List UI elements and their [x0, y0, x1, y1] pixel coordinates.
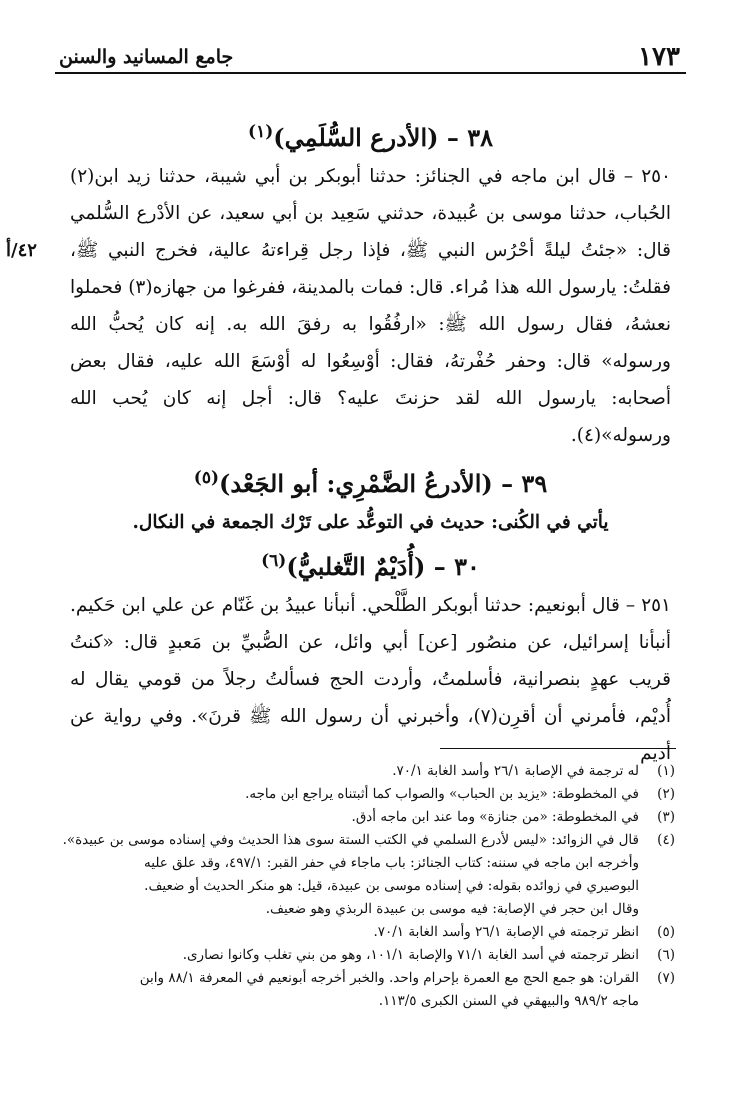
- footnote-6: [55, 944, 675, 967]
- footnote-number: (٣): [657, 809, 675, 825]
- footnote-number: (٤): [657, 832, 675, 848]
- footnote-line: ماجه ٩٨٩/٢ والبيهقي في السنن الكبرى ١١٣/٥.: [378, 993, 639, 1009]
- section-38-title: ٣٨ – (الأدرع السُّلَمِي): [273, 123, 493, 152]
- section-39-footnote-ref: (٥): [193, 468, 220, 488]
- footnote-number: (٥): [657, 924, 675, 940]
- section-30-title: ٣٠ – (أُدَيْمٌ التَّغلبيُّ): [286, 552, 480, 581]
- section-heading-30: [70, 541, 671, 587]
- footnote-2: [55, 783, 675, 806]
- section-heading-38: [70, 112, 671, 158]
- footnote-number: (١): [657, 763, 675, 779]
- section-30-footnote-ref: (٦): [261, 551, 287, 571]
- footnotes: [55, 760, 675, 1013]
- footnote-1: [55, 760, 675, 783]
- footnote-5: [55, 921, 675, 944]
- section-39-title: ٣٩ – (الأدرعُ الضَّمْرِي: أبو الجَعْد): [219, 469, 548, 498]
- footnote-line: انظر ترجمته في أسد الغابة ٧١/١ والإصابة ١٠١/١، وهو من بني تغلب وكانوا نصارى.: [182, 947, 639, 963]
- footnote-line: في المخطوطة: «يزيد بن الحباب» والصواب كما أثبتناه يراجع ابن ماجه.: [245, 786, 639, 802]
- footnote-line: البوصيري في زوائده بقوله: في إسناده موسى بن عبيدة، قيل: هو منكر الحديث أو ضعيف.: [144, 878, 639, 894]
- footnote-number: (٧): [657, 970, 675, 986]
- footnote-line: وقال ابن حجر في الإصابة: فيه موسى بن عبيدة الربذي وهو ضعيف.: [265, 901, 639, 917]
- section-38-footnote-ref: (١): [248, 122, 274, 142]
- page-header: [55, 38, 686, 74]
- footnote-line: انظر ترجمته في الإصابة ٢٦/١ وأسد الغابة ٧٠/١.: [373, 924, 639, 940]
- section-heading-39: [70, 458, 671, 504]
- footnote-7: [55, 967, 675, 1013]
- hadith-251: ٢٥١ – قال أبونعيم: حدثنا أبوبكر الطَّلْحي. أنبأنا عبيدُ بن غَنّام عن علي ابن حَكيم. أنبأنا إسرائيل، عن منصُور [عن] أبي وائل، عن الصُّبيِّ بن مَعبدٍ قال: «كنتُ قريب عهدٍ بنصرانية، فأسلمتُ، وأردت الحج فسألتُ رجلاً من قومي يقال له أُديْم، فأمرني أن أقرِن(٧)، وأخبرني أن رسول الله ﷺ قرنَ». وفي رواية عن أديم: [70, 595, 671, 764]
- footnote-3: [55, 806, 675, 829]
- footnote-line: في المخطوطة: «من جنازة» وما عند ابن ماجه أدق.: [351, 809, 639, 825]
- footnote-number: (٢): [657, 786, 675, 802]
- footnote-line: القران: هو جمع الحج مع العمرة بإحرام واحد. والخبر أخرجه أبونعيم في المعرفة ٨٨/١ وابن: [139, 970, 639, 986]
- page-number: ١٧٣: [638, 42, 680, 72]
- manuscript-folio-note: ٤٢/أ: [6, 240, 37, 261]
- main-text: [70, 112, 671, 772]
- footnote-line: له ترجمة في الإصابة ٢٦/١ وأسد الغابة ٧٠/١.: [392, 763, 639, 779]
- footnote-line: قال في الزوائد: «ليس لأدرع السلمي في الكتب الستة سوى هذا الحديث وفي إسناده موسى بن عبيدة».: [62, 832, 639, 848]
- footnote-line: وأخرجه ابن ماجه في سننه: كتاب الجنائز: باب ماجاء في حفر القبر: ٤٩٧/١، وقد علق عليه: [144, 855, 639, 871]
- hadith-250: ٢٥٠ – قال ابن ماجه في الجنائز: حدثنا أبوبكر بن أبي شيبة، حدثنا زيد ابن(٢) الحُباب، حدثنا موسى بن عُبيدة، حدثني سَعِيد بن أبي سعيد، عن الأدْرع السُّلمي قال: «جئتُ ليلةً أحْرُس النبي ﷺ، فإذا رجل قِراءتهُ عالية، فخرج النبي ﷺ، فقلتُ: يارسول الله هذا مُراء. قال: فمات بالمدينة، ففرغوا من جهازه(٣) فحملوا نعشهُ، فقال رسول الله ﷺ: «ارفُقُوا به رفقَ الله به. إنه كان يُحبُّ الله ورسوله» قال: وحفر حُفْرتهُ، فقال: أوْسِعُوا له أوْسَعَ الله عليه، فقال بعض أصحابه: يارسول الله لقد حزنتَ عليه؟ قال: أجل إنه كان يُحب الله ورسوله»(٤).: [70, 166, 671, 446]
- running-title: جامع المسانيد والسنن: [59, 46, 234, 68]
- footnote-number: (٦): [657, 947, 675, 963]
- section-39-note: يأتي في الكُنى: حديث في التوعُّد على تَرْك الجمعة في النكال.: [132, 512, 609, 533]
- footnote-divider: [440, 748, 676, 749]
- footnote-4: [55, 829, 675, 921]
